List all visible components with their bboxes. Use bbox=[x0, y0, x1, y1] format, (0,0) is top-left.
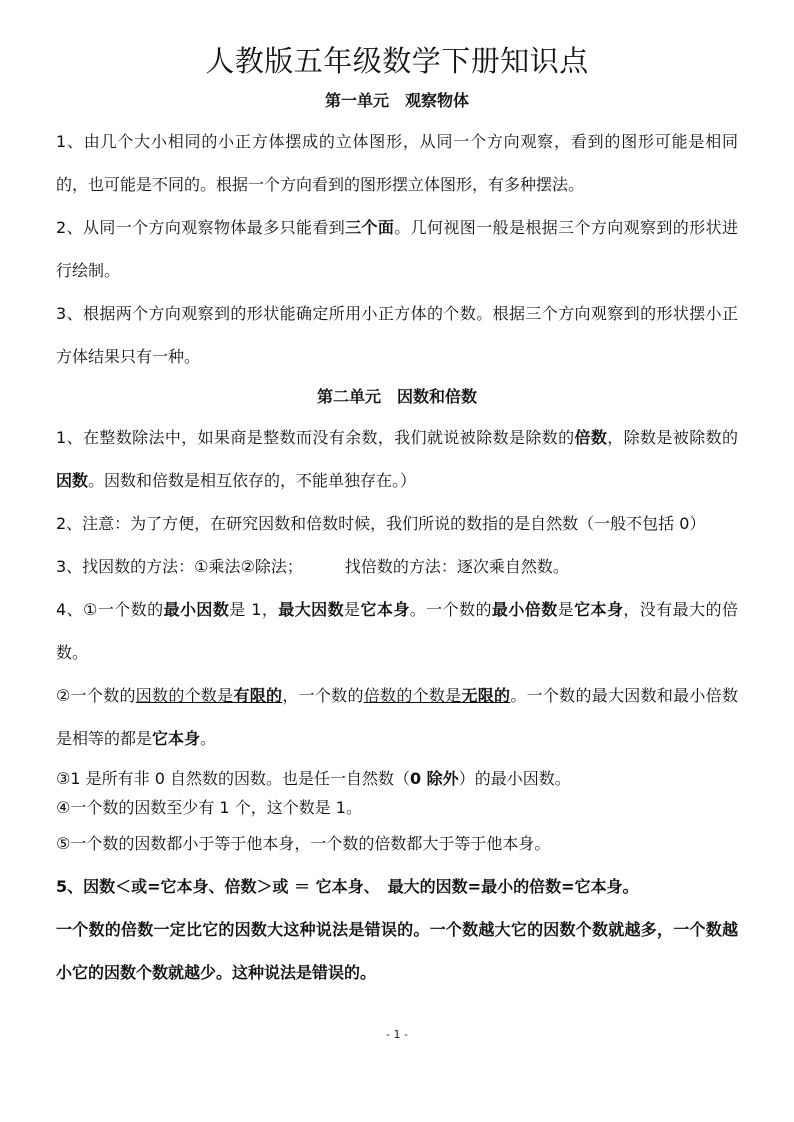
underlined-text: 因数的个数是 bbox=[135, 686, 234, 705]
unit2-point-3 bbox=[56, 545, 738, 588]
text-run: 3、找因数的方法：①乘法②除法； bbox=[56, 557, 303, 576]
text-run: 。因数和倍数是相互依存的，不能单独存在。） bbox=[88, 471, 417, 490]
underlined-text: 倍数的个数是 bbox=[363, 686, 462, 705]
unit2-point-2: 2、注意：为了方便，在研究因数和倍数时候，我们所说的数指的是自然数（一般不包括 0） bbox=[56, 514, 706, 533]
unit2-point-1 bbox=[56, 416, 738, 502]
underlined-bold-text: 有限的 bbox=[233, 686, 283, 705]
bold-text: 最大因数 bbox=[278, 600, 345, 619]
document-title: 人教版五年级数学下册知识点 bbox=[205, 44, 589, 78]
text-run: 2、从同一个方向观察物体最多只能看到 bbox=[56, 218, 346, 237]
text-run: 是 bbox=[557, 600, 575, 619]
text-run: 。几何视图一般是根据三个方向观察到的形状进行绘制。 bbox=[56, 218, 738, 280]
text-run: 是 bbox=[344, 600, 361, 619]
unit2-point-5: 5、因数＜或=它本身、倍数＞或 ＝ 它本身、 最大的因数=最小的倍数=它本身。 bbox=[56, 877, 639, 896]
bold-text: 倍数 bbox=[574, 428, 608, 447]
bold-text: 最小倍数 bbox=[491, 600, 558, 619]
bold-text: 0 除外 bbox=[409, 769, 459, 788]
bold-text: 三个面 bbox=[345, 218, 395, 237]
bold-text: 最小因数 bbox=[163, 600, 230, 619]
text-run: 。 bbox=[200, 729, 217, 748]
unit1-point-1: 1、由几个大小相同的小正方体摆成的立体图形，从同一个方向观察，看到的图形可能是相同的，也可能是不同的。根据一个方向看到的图形摆立体图形，有多种摆法。 bbox=[56, 132, 738, 194]
text-run: 4、①一个数的 bbox=[56, 600, 164, 619]
bold-text: 因数 bbox=[56, 471, 89, 490]
unit2-point-4-5: ⑤一个数的因数都小于等于他本身，一个数的倍数都大于等于他本身。 bbox=[56, 834, 551, 853]
unit2-point-4-4: ④一个数的因数至少有 1 个，这个数是 1。 bbox=[56, 798, 362, 817]
unit1-point-2 bbox=[56, 206, 738, 292]
unit2-note: 一个数的倍数一定比它的因数大这种说法是错误的。一个数越大它的因数个数就越多，一个数越小它的因数个数就越少。这种说法是错误的。 bbox=[56, 920, 738, 982]
text-run: 。一个数的最大因数和最小倍数是相等的都是 bbox=[56, 686, 738, 748]
unit2-point-4 bbox=[56, 588, 738, 674]
text-run: ③1 是所有非 0 自然数的因数。也是任一自然数（ bbox=[56, 769, 410, 788]
unit1-heading: 第一单元 观察物体 bbox=[324, 91, 469, 110]
bold-text: 它本身 bbox=[152, 729, 201, 748]
bold-text: 它本身 bbox=[360, 600, 410, 619]
page-number: - 1 - bbox=[386, 1028, 408, 1041]
text-run: ，一个数的 bbox=[282, 686, 364, 705]
text-run: 是 1， bbox=[229, 600, 279, 619]
text-run: ②一个数的 bbox=[56, 686, 136, 705]
unit1-point-3: 3、根据两个方向观察到的形状能确定所用小正方体的个数。根据三个方向观察到的形状摆小正方体结果只有一种。 bbox=[56, 304, 738, 366]
text-run: ，除数是被除数的 bbox=[607, 428, 738, 447]
text-run: 1、在整数除法中，如果商是整数而没有余数，我们就说被除数是除数的 bbox=[56, 428, 575, 447]
unit2-point-4-3 bbox=[56, 764, 738, 793]
unit2-heading: 第二单元 因数和倍数 bbox=[316, 387, 477, 406]
text-run: ，没有最大的倍数。 bbox=[56, 600, 738, 662]
underlined-bold-text: 无限的 bbox=[461, 686, 511, 705]
bold-text: 它本身 bbox=[574, 600, 624, 619]
unit2-point-4-2 bbox=[56, 674, 738, 760]
text-run: ）的最小因数。 bbox=[458, 769, 571, 788]
text-run: 找倍数的方法：逐次乘自然数。 bbox=[344, 557, 569, 576]
text-run: 。一个数的 bbox=[409, 600, 492, 619]
